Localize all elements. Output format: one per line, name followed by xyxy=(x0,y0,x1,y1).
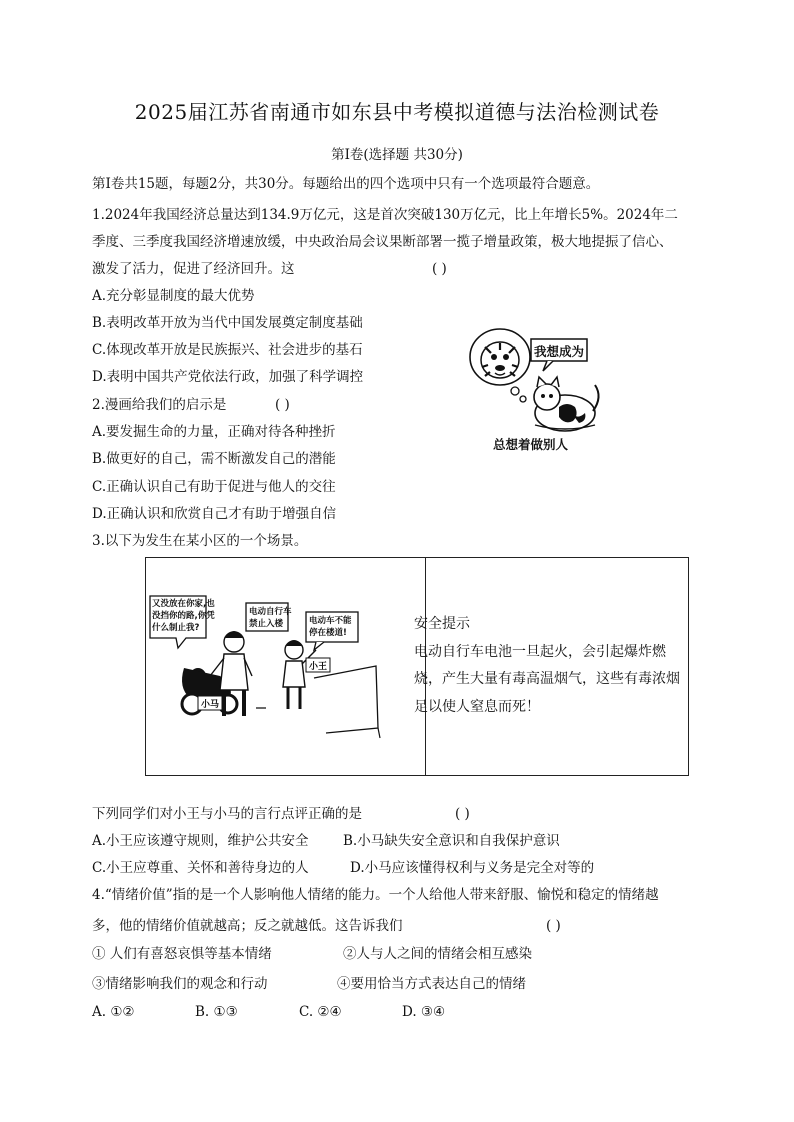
q4-choice-c: C. ②④ xyxy=(299,1004,342,1020)
q2-stem: 2.漫画给我们的启示是 xyxy=(92,397,227,413)
safety-panel xyxy=(414,558,688,775)
safety-line1: 电动自行车电池一旦起火，会引起爆炸燃 xyxy=(414,644,666,660)
comic-speech1-line3: 什么制止我? xyxy=(152,623,200,633)
safety-heading: 安全提示 xyxy=(414,616,470,632)
q2-option-b: B.做更好的自己，需不断激发自己的潜能 xyxy=(92,451,336,467)
comic-panel xyxy=(146,558,424,775)
cartoon-caption: 总想着做别人 xyxy=(493,437,569,452)
q2-answer-paren: ( ) xyxy=(275,397,290,413)
q2-option-a: A.要发掘生命的力量，正确对待各种挫折 xyxy=(92,424,336,440)
q3-option-b: B.小马缺失安全意识和自我保护意识 xyxy=(343,833,560,849)
q4-item-2: ②人与人之间的情绪会相互感染 xyxy=(343,946,532,962)
comic-speech1-line1: 又没放在你家,也 xyxy=(152,599,215,609)
q3-question: 下列同学们对小王与小马的言行点评正确的是 xyxy=(92,806,362,822)
q1-option-a: A.充分彰显制度的最大优势 xyxy=(92,288,255,304)
q1-line1: 1.2024年我国经济总量达到134.9万亿元，这是首次突破130万亿元，比上年增长5%。2024年二 xyxy=(92,207,678,223)
part-title: 第Ⅰ卷(选择题 共30分) xyxy=(331,147,463,163)
q1-option-b: B.表明改革开放为当代中国发展奠定制度基础 xyxy=(92,315,363,331)
comic-speech2-line2: 停在楼道! xyxy=(309,628,347,638)
q3-option-a: A.小王应该遵守规则，维护公共安全 xyxy=(92,833,309,849)
q4-choice-b: B. ①③ xyxy=(195,1004,238,1020)
cat-tiger-cartoon xyxy=(455,325,605,455)
q4-item-4: ④要用恰当方式表达自己的情绪 xyxy=(337,976,526,992)
q4-line2: 多，他的情绪价值就越高；反之就越低。这告诉我们 xyxy=(92,918,403,934)
safety-line3: 足以使人窒息而死！ xyxy=(414,699,540,715)
comic-speech2-line1: 电动车不能 xyxy=(309,616,352,626)
q4-item-3: ③情绪影响我们的观念和行动 xyxy=(92,976,268,992)
q2-option-d: D.正确认识和欣赏自己才有助于增强自信 xyxy=(92,506,337,522)
q3-stem: 3.以下为发生在某小区的一个场景。 xyxy=(92,533,308,549)
q1-line3: 激发了活力，促进了经济回升。这 xyxy=(92,261,295,277)
q4-answer-paren: ( ) xyxy=(546,918,561,934)
q1-option-d: D.表明中国共产党依法行政，加强了科学调控 xyxy=(92,369,364,385)
exam-title: 2025届江苏省南通市如东县中考模拟道德与法治检测试卷 xyxy=(134,100,660,124)
q3-option-d: D.小马应该懂得权利与义务是完全对等的 xyxy=(350,860,595,876)
q4-choice-d: D. ③④ xyxy=(402,1004,446,1020)
q4-item-1: ① 人们有喜怒哀惧等基本情绪 xyxy=(92,946,272,962)
comic-sign-line1: 电动自行车 xyxy=(249,607,292,617)
instructions: 第Ⅰ卷共15题，每题2分，共30分。每题给出的四个选项中只有一个选项最符合题意。 xyxy=(92,176,600,192)
safety-line2: 烧，产生大量有毒高温烟气，这些有毒浓烟 xyxy=(414,671,680,687)
comic-label-xiaoma: 小马 xyxy=(201,700,220,710)
q3-option-c: C.小王应尊重、关怀和善待身边的人 xyxy=(92,860,309,876)
q1-option-c: C.体现改革开放是民族振兴、社会进步的基石 xyxy=(92,342,363,358)
cartoon-bubble-text: 我想成为 xyxy=(534,344,585,359)
q2-option-c: C.正确认识自己有助于促进与他人的交往 xyxy=(92,479,336,495)
q1-line2: 季度、三季度我国经济增速放缓，中央政治局会议果断部署一揽子增量政策，极大地提振了信心、 xyxy=(92,234,673,250)
q3-answer-paren: ( ) xyxy=(455,806,470,822)
comic-sign-line2: 禁止入楼 xyxy=(249,619,284,629)
q4-choice-a: A. ①② xyxy=(92,1004,135,1020)
q1-answer-paren: ( ) xyxy=(432,261,447,277)
comic-label-xiaowang: 小王 xyxy=(309,662,328,672)
q4-line1: 4.“情绪价值”指的是一个人影响他人情绪的能力。一个人给他人带来舒服、愉悦和稳定的情绪越 xyxy=(92,887,659,903)
comic-drawing xyxy=(146,558,424,775)
comic-speech1-line2: 没挡你的路,你凭 xyxy=(152,611,215,621)
